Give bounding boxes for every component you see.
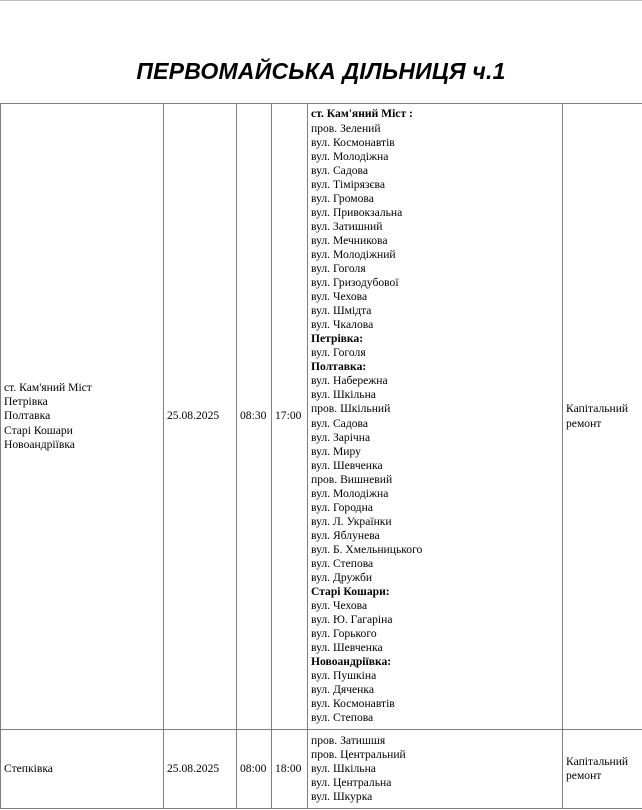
settlement-heading: Полтавка:	[311, 360, 367, 374]
streets-cell	[308, 104, 563, 730]
street-name: вул. Молодіжний	[311, 247, 396, 261]
street-name: вул. Пушкіна	[311, 669, 377, 683]
table-row	[1, 104, 642, 730]
street-name: пров. Шкільний	[311, 402, 391, 416]
street-name: вул. Шкурка	[311, 790, 373, 804]
street-name: вул. Горького	[311, 627, 377, 641]
street-name: вул. Чкалова	[311, 318, 374, 332]
street-name: вул. Космонавтів	[311, 135, 395, 149]
street-name: вул. Громова	[311, 191, 374, 205]
work-type-cell	[563, 104, 642, 730]
streets-cell	[308, 730, 563, 809]
street-name: вул. Чехова	[311, 290, 368, 304]
outage-schedule-table	[0, 103, 642, 809]
street-name: пров. Центральний	[311, 747, 406, 761]
street-name: вул. Гоголя	[311, 261, 366, 275]
settlement-name: ст. Кам'яний Міст	[4, 381, 92, 395]
work-type-text: ремонт	[566, 416, 602, 430]
date-cell: 25.08.2025	[164, 104, 237, 730]
street-name: вул. Тімірязєва	[311, 177, 385, 191]
settlements-cell	[1, 104, 164, 730]
settlement-name: Новоандріївка	[4, 437, 75, 451]
settlement-name: Старі Кошари	[4, 423, 73, 437]
street-name: вул. Гоголя	[311, 346, 366, 360]
settlement-name: Полтавка	[4, 409, 51, 423]
street-name: вул. Космонавтів	[311, 697, 395, 711]
street-name: вул. Ю. Гагаріна	[311, 613, 393, 627]
street-name: вул. Затишний	[311, 219, 383, 233]
work-type-text: Капітальний	[566, 754, 629, 768]
end-time-cell: 17:00	[272, 104, 308, 730]
settlement-heading: Старі Кошари:	[311, 585, 390, 599]
street-name: вул. Привокзальна	[311, 205, 403, 219]
street-name: вул. Дружби	[311, 571, 373, 585]
street-name: вул. Шмідта	[311, 304, 372, 318]
street-name: пров. Вишневий	[311, 472, 393, 486]
street-name: вул. Садова	[311, 163, 368, 177]
work-type-text: Капітальний	[566, 402, 629, 416]
page-title: ПЕРВОМАЙСЬКА ДІЛЬНИЦЯ ч.1	[136, 58, 506, 84]
street-name: пров. Зелений	[311, 121, 381, 135]
end-time-cell: 18:00	[272, 730, 308, 809]
street-name: вул. Шкільна	[311, 761, 376, 775]
street-name: вул. Шевченка	[311, 641, 383, 655]
street-name: вул. Центральна	[311, 776, 392, 790]
street-name: вул. Набережна	[311, 374, 388, 388]
date-cell: 25.08.2025	[164, 730, 237, 809]
street-name: вул. Чехова	[311, 599, 368, 613]
settlement-name: Петрівка	[4, 395, 48, 409]
street-name: вул. Степова	[311, 711, 374, 725]
street-name: вул. Яблунева	[311, 528, 380, 542]
street-name: вул. Дяченка	[311, 683, 374, 697]
settlements-cell	[1, 730, 164, 809]
street-name: вул. Зарічна	[311, 430, 371, 444]
top-border-line	[0, 0, 642, 1]
settlement-heading: ст. Кам'яний Міст :	[311, 107, 413, 121]
street-name: вул. Миру	[311, 444, 361, 458]
work-type-text: ремонт	[566, 769, 602, 782]
street-name: вул. Л. Українки	[311, 514, 392, 528]
street-name: вул. Городна	[311, 500, 373, 514]
street-name: вул. Шкільна	[311, 388, 376, 402]
street-name: вул. Молодіжна	[311, 149, 389, 163]
work-type-cell	[563, 730, 642, 809]
street-name: вул. Шевченка	[311, 458, 383, 472]
street-name: вул. Степова	[311, 556, 374, 570]
street-name: вул. Мечникова	[311, 233, 388, 247]
street-name: вул. Садова	[311, 416, 368, 430]
settlement-heading: Новоандріївка:	[311, 655, 392, 669]
settlement-name: Степківка	[4, 761, 53, 775]
start-time-cell: 08:00	[237, 730, 272, 809]
table-row	[1, 730, 642, 809]
street-name: пров. Затишшя	[311, 733, 386, 747]
settlement-heading: Петрівка:	[311, 332, 364, 346]
street-name: вул. Гризодубової	[311, 276, 399, 290]
street-name: вул. Б. Хмельницького	[311, 542, 423, 556]
start-time-cell: 08:30	[237, 104, 272, 730]
street-name: вул. Молодіжна	[311, 486, 389, 500]
